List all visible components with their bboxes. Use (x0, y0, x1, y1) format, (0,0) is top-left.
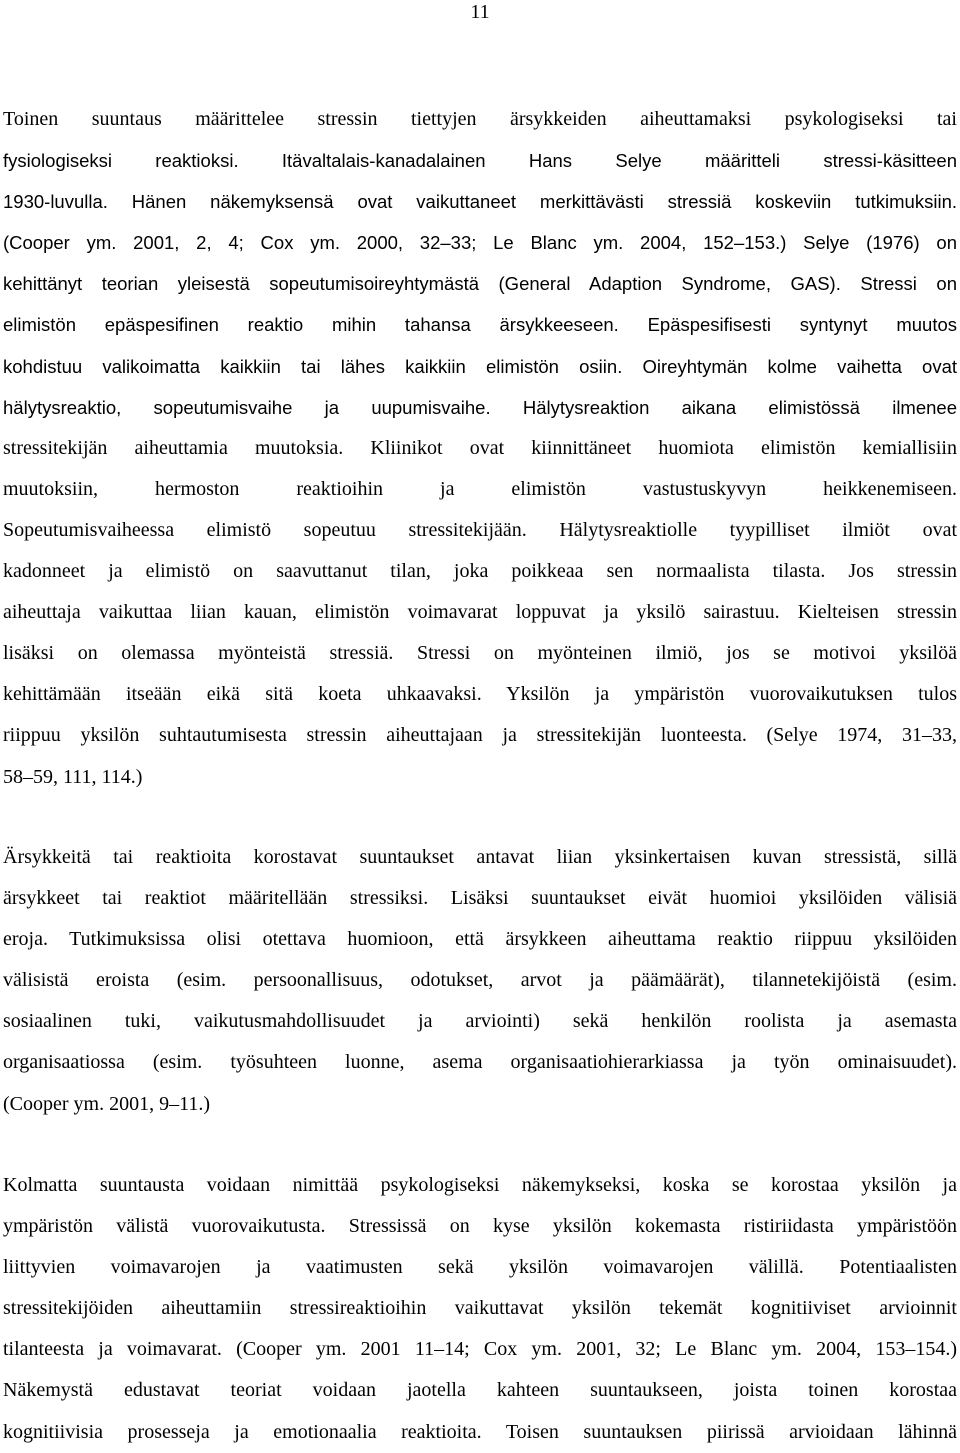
paragraph-selye-theory (3, 99, 957, 798)
text-line: Toinen suuntaus määrittelee stressin tiettyjen ärsykkeiden aiheuttamaksi psykologiseksi tai (3, 108, 957, 130)
text-line: elimistön epäspesifinen reaktio mihin tahansa ärsykkeeseen. Epäspesifisesti syntynyt muutos (3, 314, 957, 336)
text-line: liittyvien voimavarojen ja vaatimusten sekä yksilön voimavarojen välillä. Potentiaalisten (3, 1256, 957, 1279)
text-line: kohdistuu valikoimatta kaikkiin tai lähes kaikkiin elimistön osiin. Oireyhtymän kolme vaihetta ovat (3, 355, 957, 377)
text-line: riippuu yksilön suhtautumisesta stressin aiheuttajaan ja stressitekijän luonteesta. (Selye 1974, 31–33, (3, 724, 957, 747)
text-line: kehittänyt teorian yleisestä sopeutumisoireyhtymästä (General Adaption Syndrome, GAS). Stressi on (3, 273, 957, 295)
text-line: (Cooper ym. 2001, 2, 4; Cox ym. 2000, 32–33; Le Blanc ym. 2004, 152–153.) Selye (1976) on (3, 232, 957, 254)
paragraph-psychological-view (3, 1165, 957, 1453)
text-line: stressitekijän aiheuttamia muutoksia. Kliinikot ovat kiinnittäneet huomiota elimistön kemiallisiin (3, 436, 957, 459)
text-line: Ärsykkeitä tai reaktioita korostavat suuntaukset antavat liian yksinkertaisen kuvan stressistä, sillä (3, 846, 957, 868)
text-line: lisäksi on olemassa myönteistä stressiä. Stressi on myönteinen ilmiö, jos se motivoi yksilöä (3, 642, 957, 665)
paragraph-stimulus-reaction-critique (3, 837, 957, 1125)
text-line: välisistä eroista (esim. persoonallisuus, odotukset, arvot ja päämäärät), tilannetekijöistä (esim. (3, 969, 957, 992)
text-line: ärsykkeet tai reaktiot määritellään stressiksi. Lisäksi suuntaukset eivät huomioi yksilöiden välisiä (3, 887, 957, 910)
text-line: 58–59, 111, 114.) (3, 765, 143, 788)
text-line: Näkemystä edustavat teoriat voidaan jaotella kahteen suuntaukseen, joista toinen korostaa (3, 1379, 957, 1402)
text-line: (Cooper ym. 2001, 9–11.) (3, 1092, 211, 1115)
text-line: hälytysreaktio, sopeutumisvaihe ja uupumisvaihe. Hälytysreaktion aikana elimistössä ilmenee (3, 396, 957, 418)
text-line: muutoksiin, hermoston reaktioihin ja elimistön vastustuskyvyn heikkenemiseen. (3, 477, 957, 500)
text-line: fysiologiseksi reaktioksi. Itävaltalais-kanadalainen Hans Selye määritteli stressi-käsitteen (3, 150, 957, 172)
text-line: Kolmatta suuntausta voidaan nimittää psykologiseksi näkemykseksi, koska se korostaa yksilön ja (3, 1174, 957, 1196)
text-line: kehittämään itseään eikä sitä koeta uhkaavaksi. Yksilön ja ympäristön vuorovaikutuksen tulos (3, 683, 957, 706)
text-line: aiheuttaja vaikuttaa liian kauan, elimistön voimavarat loppuvat ja yksilö sairastuu. Kielteisen stressin (3, 601, 957, 624)
text-line: kadonneet ja elimistö on saavuttanut tilan, joka poikkeaa sen normaalista tilasta. Jos stressin (3, 560, 957, 583)
page-number: 11 (470, 1, 490, 23)
text-line: ympäristön välistä vuorovaikutusta. Stressissä on kyse yksilön kokemasta ristiriidasta ympäristöön (3, 1215, 957, 1238)
text-line: organisaatiossa (esim. työsuhteen luonne, asema organisaatiohierarkiassa ja työn ominaisuudet). (3, 1051, 957, 1074)
text-line: kognitiivisia prosesseja ja emotionaalia reaktioita. Toisen suuntauksen piirissä arvioidaan lähinnä (3, 1420, 957, 1443)
text-line: 1930-luvulla. Hänen näkemyksensä ovat vaikuttaneet merkittävästi stressiä koskeviin tutkimuksiin. (3, 191, 957, 213)
text-line: tilanteesta ja voimavarat. (Cooper ym. 2001 11–14; Cox ym. 2001, 32; Le Blanc ym. 2004, 153–154.) (3, 1338, 957, 1361)
text-line: sosiaalinen tuki, vaikutusmahdollisuudet ja arviointi) sekä henkilön roolista ja asemasta (3, 1010, 957, 1033)
text-line: eroja. Tutkimuksissa olisi otettava huomioon, että ärsykkeen aiheuttama reaktio riippuu yksilöiden (3, 928, 957, 951)
text-line: stressitekijöiden aiheuttamiin stressireaktioihin vaikuttavat yksilön tekemät kognitiiviset arvioinnit (3, 1297, 957, 1320)
text-line: Sopeutumisvaiheessa elimistö sopeutuu stressitekijään. Hälytysreaktiolle tyypilliset ilmiöt ovat (3, 518, 957, 541)
